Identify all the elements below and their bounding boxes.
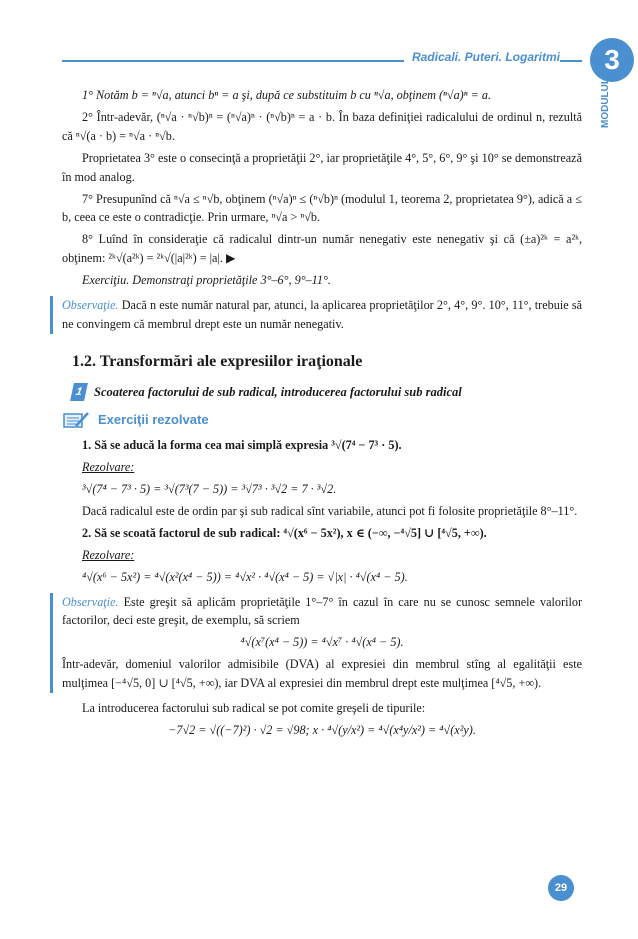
notebook-pencil-icon	[62, 410, 90, 430]
subsection-heading	[72, 383, 582, 402]
observation-equation: ⁴√(x⁷(x⁴ − 5)) = ⁴√x⁷ · ⁴√(x⁴ − 5).	[240, 635, 404, 650]
paragraph-property-8: 8° Luînd în consideraţie că radicalul dintr-un număr nenegativ este nenegativ şi că (±a)²ᵏ = a²ᵏ, obţinem: ²ᵏ√(a²ᵏ) = ²ᵏ√(|a|²ᵏ) = |a|. ▶	[62, 232, 582, 266]
paragraph-property-2: 2° Într-adevăr, (ⁿ√a · ⁿ√b)ⁿ = (ⁿ√a)ⁿ · (ⁿ√b)ⁿ = a · b. În baza definiţiei radicalului de ordinul n, rezultă că ⁿ√(a · b) = ⁿ√a · ⁿ√b.	[62, 109, 582, 143]
exercise-1-solution: ³√(7⁴ − 7³ · 5) = ³√(7³(7 − 5)) = ³√7³ · ³√2 = 7 · ³√2.	[82, 482, 337, 496]
paragraph-property-1: 1° Notăm b = ⁿ√a, atunci bⁿ = a şi, după ce substituim b cu ⁿ√a, obţinem (ⁿ√a)ⁿ = a.	[82, 88, 492, 102]
paragraph-property-7: 7° Presupunînd că ⁿ√a ≤ ⁿ√b, obţinem (ⁿ√a)ⁿ ≤ (ⁿ√b)ⁿ (modulul 1, teorema 2, proprietatea 9°), adică a ≤ b, ceea ce este o contradicţie. Prin urmare, ⁿ√a > ⁿ√b.	[62, 191, 582, 225]
module-number-badge: 3	[590, 38, 634, 82]
exercise-1-statement: 1. Să se aducă la forma cea mai simplă expresia ³√(7⁴ − 7³ · 5).	[82, 438, 402, 453]
observation-title: Observaţie.	[62, 594, 119, 609]
exercise-2-solution-label: Rezolvare:	[82, 547, 135, 562]
observation-text: Este greşit să aplicăm proprietăţile 1°–7° în cazul în care nu se cunosc semnele valorilor factorilor, deci este greşit, de exemplu, să scriem	[62, 594, 583, 628]
paragraph-common-errors: La introducerea factorului sub radical se pot comite greşeli de tipurile:	[82, 701, 426, 716]
paragraph-even-order: Dacă radicalul este de ordin par şi sub radical sînt variabile, atunci pot fi folosite proprietăţile 8°–11°.	[82, 503, 578, 518]
paragraph-property-3: Proprietatea 3° este o consecinţă a proprietăţii 2°, iar proprietăţile 4°, 5°, 6°, 9° şi 10° se demonstrează în mod analog.	[62, 150, 582, 184]
observation-title: Observaţie.	[62, 298, 119, 313]
page-body	[62, 86, 582, 743]
module-side-label: MODULUL	[600, 78, 611, 128]
paragraph-exercise: Exerciţiu. Demonstraţi proprietăţile 3°–6°, 9°–11°.	[82, 273, 331, 288]
solved-exercises-title: Exerciţii rezolvate	[98, 412, 209, 428]
solved-exercises-heading	[62, 410, 582, 430]
observation-box-1	[50, 296, 582, 334]
observation-text-2: Într-adevăr, domeniul valorilor admisibile (DVA) al expresiei din membrul stîng al egalităţii este mulţimea [−⁴√5, 0] ∪ [⁴√5, +∞), iar DVA al expresiei din membrul drept este mulţimea [⁴√5, +∞).	[62, 657, 582, 691]
observation-text: Dacă n este număr natural par, atunci, la aplicarea proprietăţilor 2°, 4°, 9°. 10°, 11°, trebuie să ne convingem că membrul drept este un număr nenegativ.	[62, 298, 582, 331]
exercise-2-solution: ⁴√(x⁶ − 5x²) = ⁴√(x²(x⁴ − 5)) = ⁴√x² · ⁴√(x⁴ − 5) = √|x| · ⁴√(x⁴ − 5).	[82, 569, 408, 584]
subsection-number-icon: 1	[70, 383, 88, 401]
exercise-1-solution-label: Rezolvare:	[82, 460, 135, 475]
exercise-2-statement: 2. Să se scoată factorul de sub radical: ⁴√(x⁶ − 5x²), x ∈ (−∞, −⁴√5] ∪ [⁴√5, +∞).	[82, 525, 487, 540]
subsection-title: Scoaterea factorului de sub radical, introducerea factorului sub radical	[94, 384, 462, 399]
section-title: 1.2. Transformări ale expresiilor iraţionale	[72, 352, 363, 370]
running-header: Radicali. Puteri. Logaritmi	[404, 50, 560, 64]
observation-box-2	[50, 593, 582, 694]
page-number-badge: 29	[548, 875, 574, 901]
final-equations: −7√2 = √((−7)²) · √2 = √98; x · ⁴√(y/x²) = ⁴√(x⁴y/x²) = ⁴√(x²y).	[168, 722, 476, 737]
